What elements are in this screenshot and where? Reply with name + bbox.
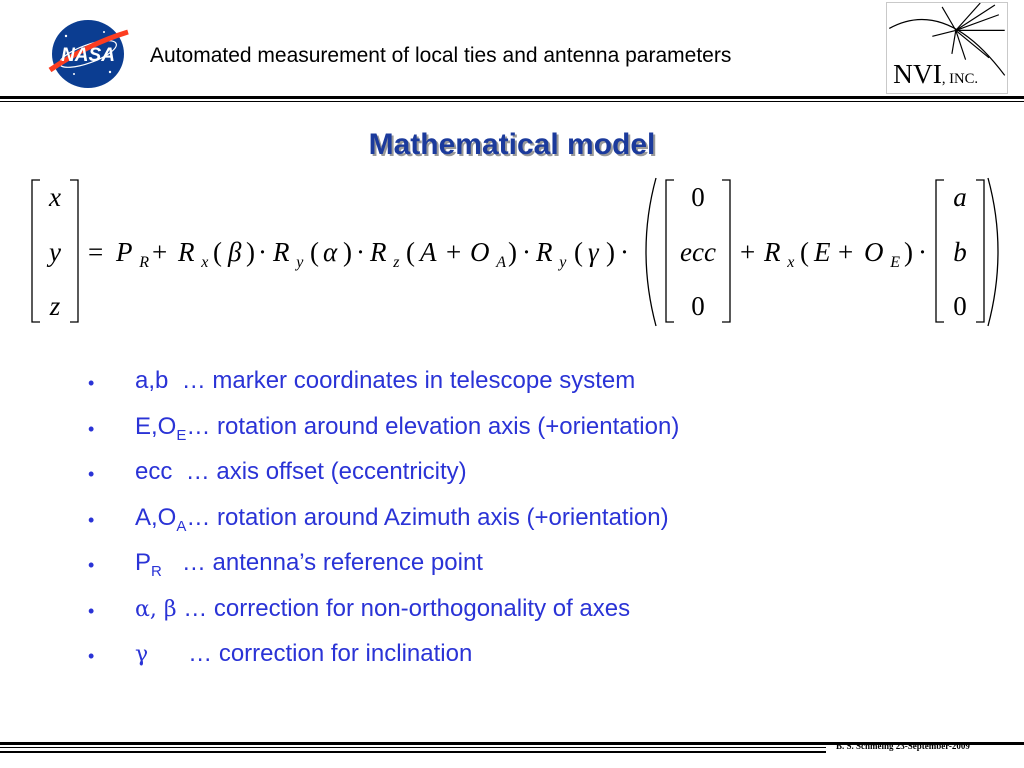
lp-5: ( (800, 237, 809, 267)
rx2-sub: x (787, 254, 795, 271)
plus-3: + (740, 237, 756, 267)
footer-rule-thin (0, 747, 826, 748)
footer-credit: B. S. Schmeing 23-September-2009 (836, 741, 970, 751)
list-item (88, 367, 988, 413)
dot-5: · (918, 237, 927, 267)
svg-text:NVI, INC. (893, 59, 978, 89)
vec1-1: ecc (680, 237, 716, 267)
beta-symbol: β (228, 237, 242, 267)
ry-sub: y (296, 254, 304, 271)
vec1-left-bracket (666, 180, 674, 322)
bullet-icon: • (88, 509, 95, 530)
bullet-lead: A,O (135, 503, 177, 531)
list-item (88, 413, 988, 459)
e-symbol: E (814, 237, 831, 267)
rx2-symbol: R (764, 237, 781, 267)
rz-symbol: R (370, 237, 387, 267)
lp-4: ( (574, 237, 583, 267)
nasa-logo (44, 14, 132, 90)
lp-2: ( (310, 237, 319, 267)
bullet-list (88, 367, 988, 686)
bullet-subscript: E (176, 426, 187, 444)
nvi-logo-suffix: , INC. (941, 71, 979, 88)
vec2-left-bracket (936, 180, 944, 322)
svg-text:+ R x ( (740, 237, 927, 273)
lhs-left-bracket (32, 180, 40, 322)
bullet-icon: • (88, 373, 95, 393)
p-symbol: P (116, 237, 133, 267)
oa-symbol: O (470, 237, 490, 267)
rp-2: ) (343, 237, 352, 267)
bullet-text: … correction for inclination (148, 640, 473, 667)
bullet-text: … correction for non-orthogonality of axes (176, 594, 631, 622)
gamma-symbol: γ (588, 237, 599, 267)
list-item (88, 640, 988, 686)
alpha-symbol: α (323, 237, 338, 267)
vec2-1: b (953, 237, 967, 267)
vec2-0: a (953, 182, 967, 212)
rp-3: ) (508, 237, 517, 267)
rp-4: ) (606, 237, 615, 267)
oe-sub: E (890, 254, 901, 271)
dot-4: · (620, 237, 629, 267)
bullet-icon: • (88, 555, 95, 575)
bullet-icon: • (88, 464, 95, 484)
list-item (88, 549, 988, 595)
bullet-text: … rotation around elevation axis (+orientation) (186, 412, 680, 440)
header-rule-thin (0, 101, 1024, 102)
vec1-0: 0 (691, 182, 705, 212)
rx-sub: x (201, 254, 209, 271)
bullet-text: … marker coordinates in telescope system (168, 367, 636, 394)
bullet-lead: γ (135, 642, 149, 667)
lhs-x: x (49, 182, 61, 212)
nasa-logo-text: NASA (61, 45, 115, 66)
list-item (88, 504, 988, 550)
bullet-lead: α, β (135, 596, 177, 622)
header-title: Automated measurement of local ties and antenna parameters (150, 44, 732, 67)
bullet-subscript: R (151, 563, 162, 580)
bullet-lead: E,O (135, 412, 177, 440)
rx-symbol: R (178, 237, 195, 267)
rz-sub: z (393, 254, 400, 271)
rp-5: ) (904, 237, 913, 267)
bullet-lead: a,b (135, 367, 169, 394)
lhs-right-bracket (70, 180, 78, 322)
dot-2: · (356, 237, 365, 267)
slide-title: Mathematical model (368, 128, 656, 161)
bullet-icon: • (88, 600, 95, 621)
oe-symbol: O (864, 237, 884, 267)
ry2-sub: y (559, 254, 567, 271)
svg-text:= P R + (88, 237, 629, 273)
a-symbol: A (420, 237, 437, 267)
bullet-lead: ecc (135, 458, 173, 485)
nvi-logo (886, 2, 1008, 94)
dot-1: · (258, 237, 267, 267)
list-item (88, 458, 988, 504)
eq-sign: = (88, 237, 104, 267)
bullet-text: … rotation around Azimuth axis (+orientation) (186, 503, 669, 531)
footer-rule-thick (0, 751, 826, 753)
vec1-left-paren (646, 178, 656, 326)
ry-symbol: R (273, 237, 290, 267)
bullet-lead: P (135, 549, 152, 576)
bullet-text: … axis offset (eccentricity) (172, 458, 467, 485)
p-sub: R (139, 254, 150, 271)
lp-1: ( (213, 237, 222, 267)
equation (18, 172, 1008, 332)
lhs-z: z (49, 291, 61, 321)
vec2-2: 0 (953, 291, 967, 321)
lp-3: ( (406, 237, 415, 267)
lhs-y: y (49, 237, 61, 267)
list-item (88, 595, 988, 641)
bullet-icon: • (88, 646, 95, 666)
vec2-right-bracket (976, 180, 984, 322)
plus-4: + (838, 237, 854, 267)
bullet-text: … antenna’s reference point (161, 549, 483, 576)
plus-1: + (152, 237, 168, 267)
header-rule (0, 96, 1024, 99)
oa-sub: A (496, 254, 507, 271)
nvi-logo-text: NVI (893, 59, 942, 90)
bullet-icon: • (88, 418, 95, 439)
ry2-symbol: R (536, 237, 553, 267)
rp-1: ) (246, 237, 255, 267)
vec1-right-bracket (722, 180, 730, 322)
plus-2: + (446, 237, 462, 267)
vec2-right-paren (988, 178, 998, 326)
vec1-2: 0 (691, 291, 705, 321)
dot-3: · (522, 237, 531, 267)
bullet-subscript: A (176, 517, 187, 535)
